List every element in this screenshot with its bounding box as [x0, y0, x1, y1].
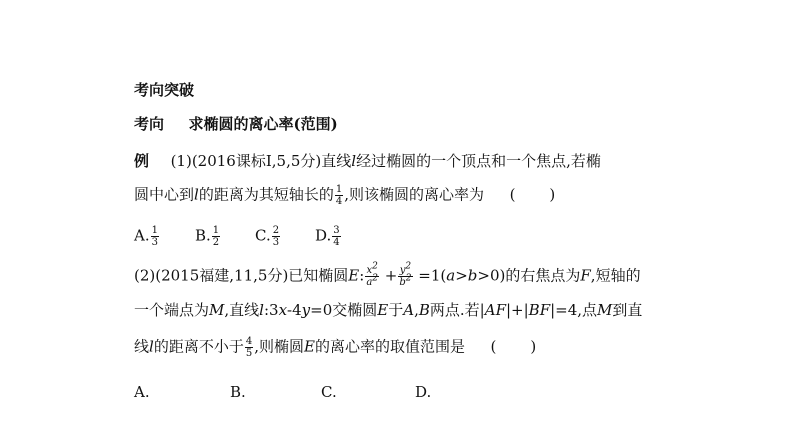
frac-num: 4: [245, 336, 253, 347]
var-x: x: [278, 301, 288, 319]
option-label: A.: [134, 226, 150, 245]
var-M: M: [209, 301, 225, 319]
example2-text: 线: [134, 337, 150, 356]
example2-text: >0)的右焦点为: [477, 266, 581, 285]
example2-text: :3: [263, 301, 279, 319]
frac-den: 4: [333, 237, 340, 248]
example2-line3: [134, 336, 536, 359]
option-label: D.: [315, 226, 332, 245]
exponent: 2: [405, 261, 412, 272]
example2-text: ,: [414, 301, 419, 319]
answer-paren-open: (: [509, 185, 516, 204]
example-label: 例: [134, 152, 150, 170]
option-c: C.: [321, 383, 337, 401]
var-l: l: [259, 301, 264, 319]
frac-den: 4: [335, 196, 343, 207]
example2-text: 两点.若|: [429, 301, 485, 319]
frac-num: 3: [333, 225, 340, 236]
section-title: 考向突破: [134, 81, 195, 99]
example1-line2: [134, 184, 555, 207]
frac-num: y: [399, 265, 406, 276]
example2-text: 到直: [612, 301, 643, 319]
example2-text: |+|: [505, 301, 529, 319]
example2-line2: [134, 300, 642, 320]
option-c: [255, 225, 281, 248]
option-d: [315, 225, 342, 248]
fraction-x2-a2: [365, 261, 379, 288]
var-a: a: [446, 266, 456, 285]
plus-sign: +: [384, 266, 398, 285]
answer-paren-close: ): [530, 337, 537, 356]
var-AF: AF: [484, 301, 506, 319]
answer-paren-close: ): [549, 185, 556, 204]
exponent: 2: [405, 273, 412, 284]
example2-text: 的离心率的取值范围是: [314, 337, 465, 356]
frac-num: 1: [151, 225, 158, 236]
example2-text: =1(: [418, 266, 447, 285]
example2-text: =0交椭圆: [310, 301, 378, 319]
frac-num: 1: [212, 225, 220, 236]
example2-text: |=4,点: [550, 301, 598, 319]
example2-text: -4: [287, 301, 302, 319]
option-fraction: [272, 225, 280, 248]
fraction-y2-b2: [398, 261, 412, 288]
example2-text: ,则椭圆: [254, 337, 304, 356]
var-M: M: [597, 301, 613, 319]
example1-line1: [134, 151, 601, 171]
exponent: 2: [372, 261, 378, 272]
var-y: y: [301, 301, 311, 319]
answer-paren-open: (: [490, 337, 497, 356]
topic-label: 考向: [134, 115, 165, 133]
example2-text: :: [359, 266, 365, 285]
frac-den: b: [399, 277, 406, 288]
example1-text: 圆中心到: [134, 185, 195, 204]
example2-text: ,直线: [224, 301, 260, 319]
var-l: l: [351, 152, 357, 170]
example1-text: (1)(2016课标Ⅰ,5,5分)直线: [170, 152, 352, 170]
example2-text: 一个端点为: [134, 301, 210, 319]
fraction-four-fifths: [245, 336, 253, 359]
option-fraction: [332, 225, 340, 248]
example2-line1: [134, 261, 641, 288]
option-a: A.: [134, 383, 150, 401]
example2-text: 的距离不小于: [153, 337, 244, 356]
var-E: E: [304, 337, 315, 356]
example2-text: 于: [388, 301, 404, 319]
topic-title: 求椭圆的离心率(范围): [188, 115, 338, 133]
fraction-one-quarter: [335, 184, 343, 207]
var-l: l: [194, 185, 199, 204]
frac-num: x: [366, 265, 373, 276]
option-fraction: [151, 225, 159, 248]
frac-den: 2: [212, 237, 220, 248]
var-A: A: [403, 301, 415, 319]
frac-num: 2: [272, 225, 280, 236]
frac-den: 3: [151, 237, 158, 248]
example1-text: ,则该椭圆的离心率为: [344, 185, 484, 204]
example2-text: ,短轴的: [590, 266, 641, 285]
topic-line: [134, 114, 338, 134]
frac-den: a: [366, 277, 373, 288]
var-l: l: [149, 337, 154, 356]
frac-num: 1: [335, 184, 343, 195]
var-F: F: [580, 266, 591, 285]
var-B: B: [418, 301, 430, 319]
example2-text: >: [455, 266, 468, 285]
example1-text: 经过椭圆的一个顶点和一个焦点,若椭: [356, 152, 601, 170]
option-a: [134, 225, 160, 248]
var-E: E: [377, 301, 389, 319]
option-label: C.: [255, 226, 271, 245]
option-b: [195, 225, 221, 248]
example2-text: (2)(2015福建,11,5分)已知椭圆: [134, 266, 349, 285]
example1-text: 的距离为其短轴长的: [198, 185, 334, 204]
frac-den: 3: [272, 237, 280, 248]
option-fraction: [212, 225, 220, 248]
var-E: E: [348, 266, 360, 285]
exponent: 2: [372, 273, 379, 284]
option-d: D.: [415, 383, 432, 401]
frac-den: 5: [245, 348, 253, 359]
option-b: B.: [230, 383, 246, 401]
option-label: B.: [195, 226, 211, 245]
var-BF: BF: [528, 301, 551, 319]
var-b: b: [467, 266, 478, 285]
